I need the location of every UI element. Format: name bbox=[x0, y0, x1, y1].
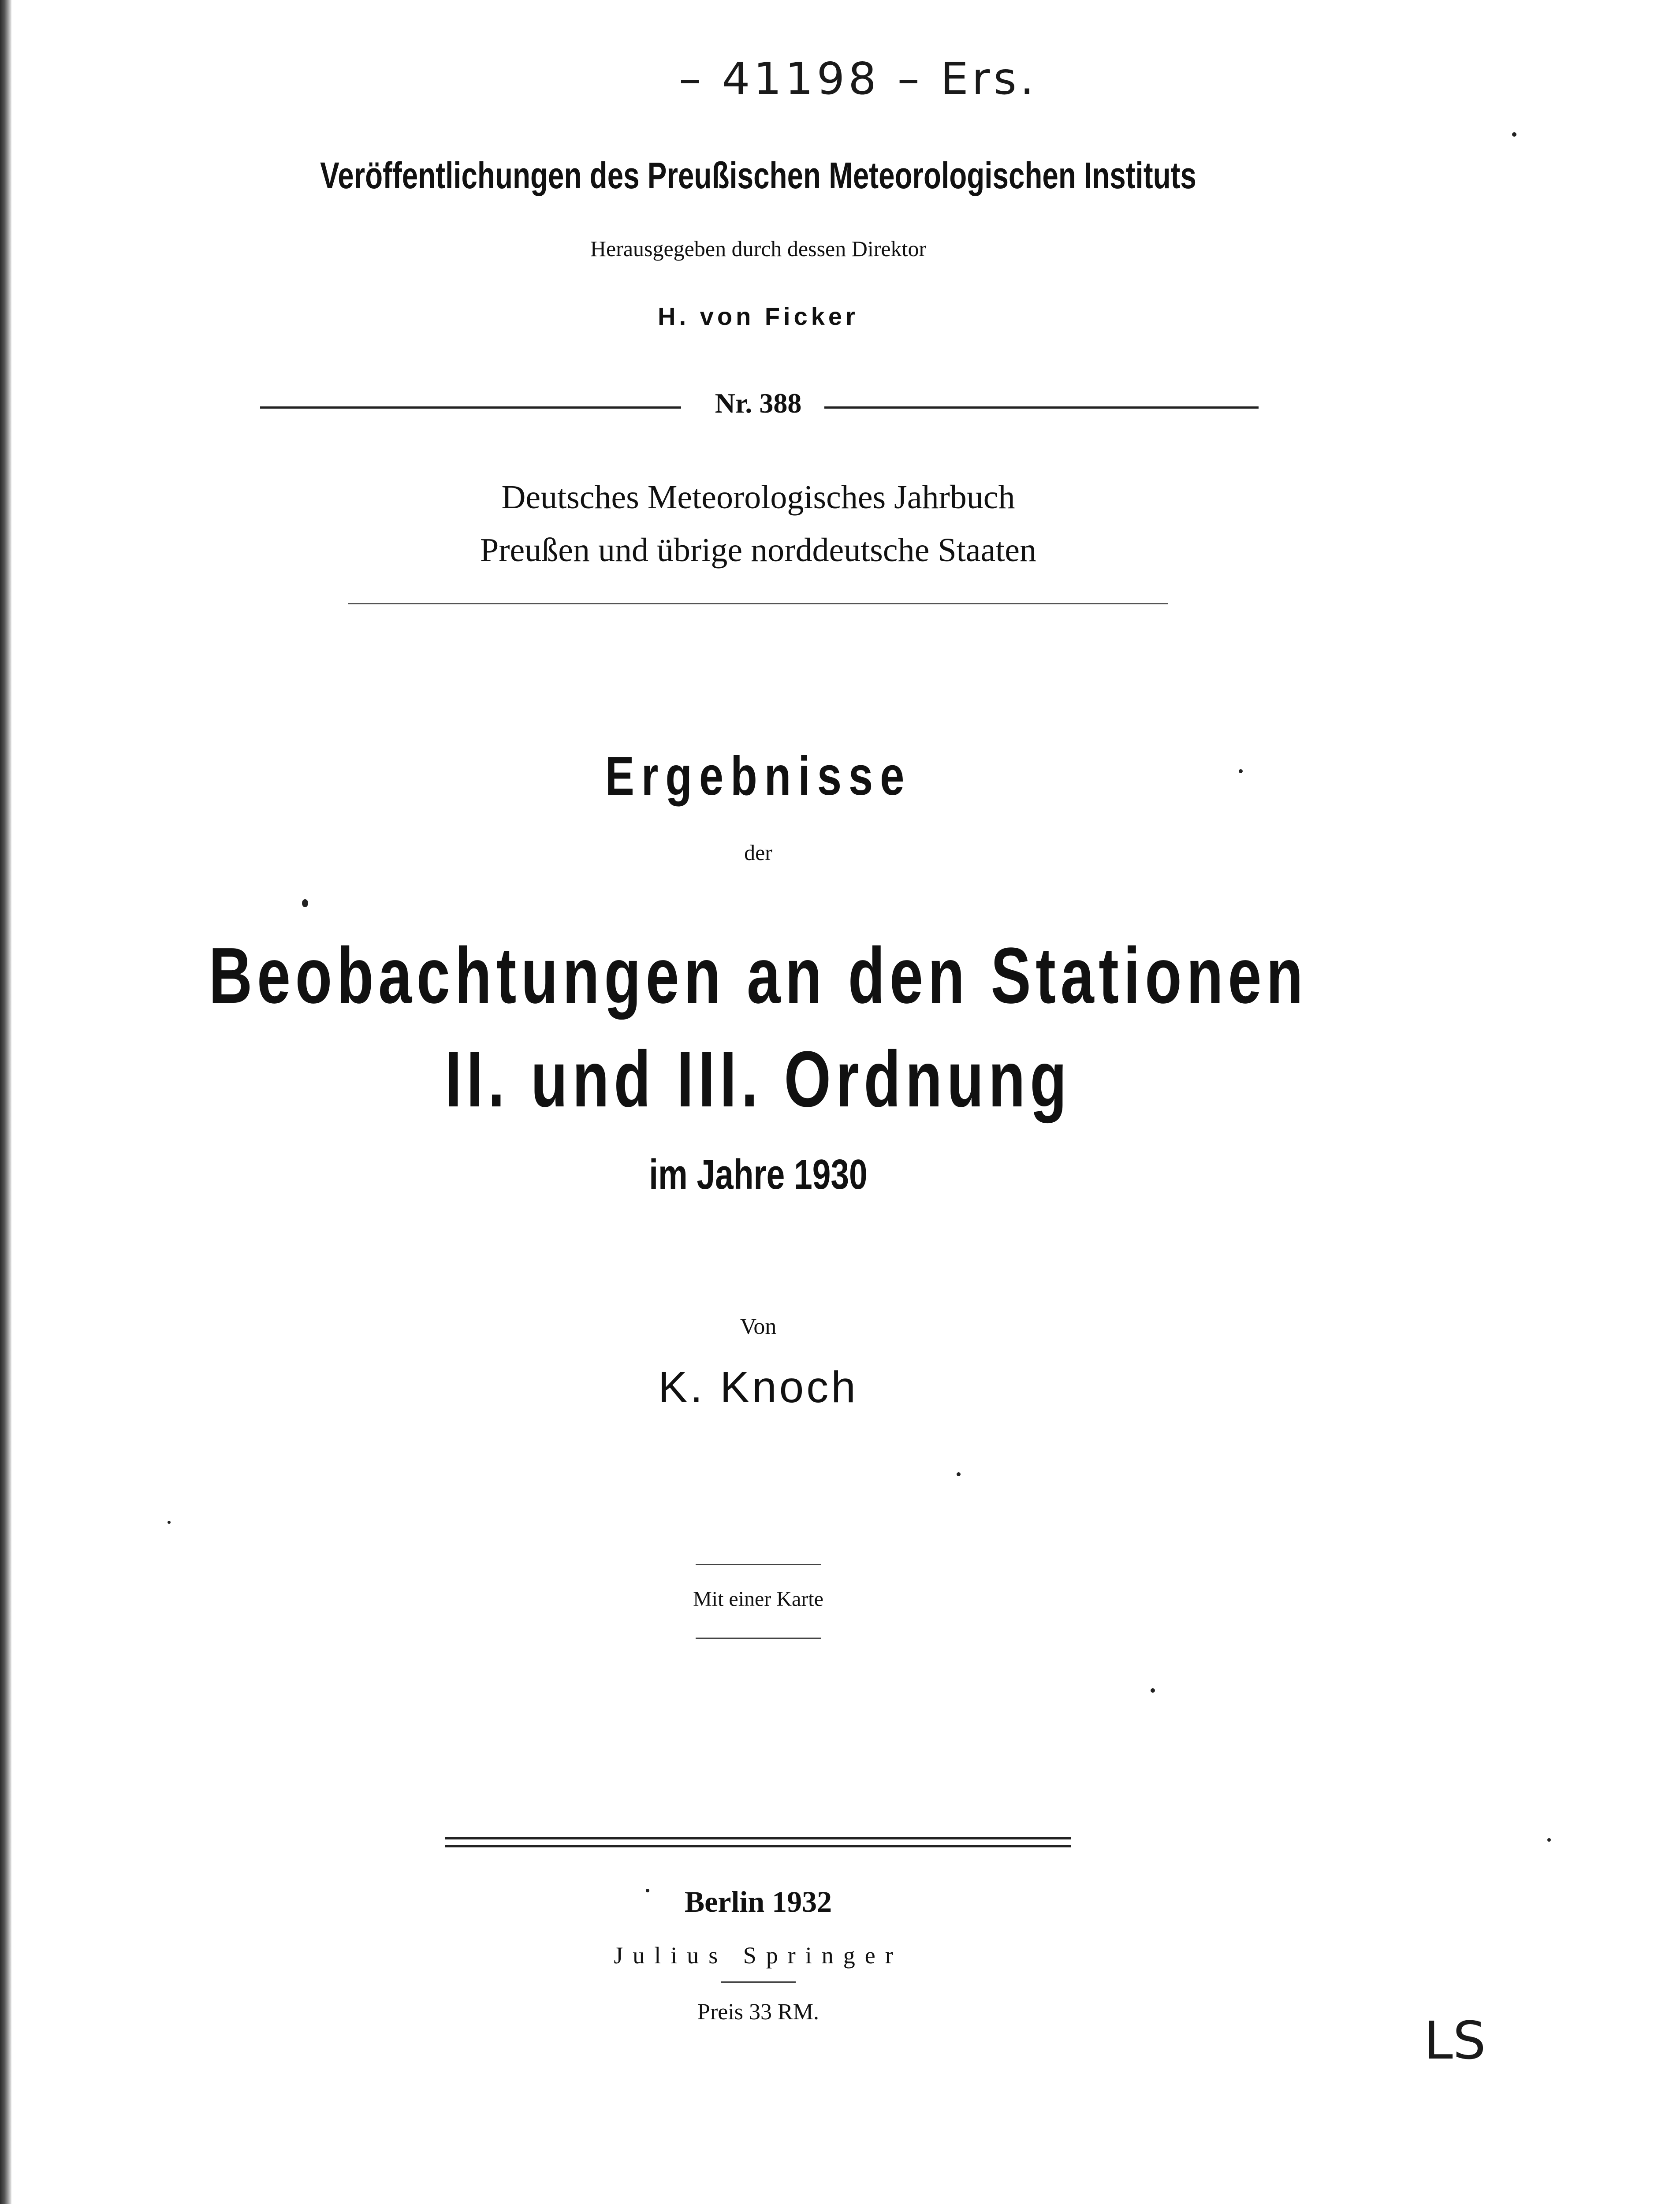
volume-number: Nr. 388 bbox=[715, 387, 802, 419]
paper-speck bbox=[646, 1889, 649, 1892]
paper-speck bbox=[1512, 132, 1516, 137]
handwritten-catalog-number: – 41198 – Ers. bbox=[679, 53, 1038, 104]
double-rule-bottom bbox=[445, 1845, 1071, 1847]
book-spine-shadow bbox=[0, 0, 11, 2204]
handwritten-initials: LS bbox=[1424, 2010, 1486, 2071]
divider-rule bbox=[348, 603, 1168, 604]
yearbook-line-1: Deutsches Meteorologisches Jahrbuch bbox=[501, 479, 1015, 516]
supplement-note: Mit einer Karte bbox=[693, 1587, 823, 1611]
editor-name: H. von Ficker bbox=[658, 302, 859, 330]
by-word: Von bbox=[740, 1314, 777, 1339]
publisher-name: Julius Springer bbox=[614, 1942, 903, 1969]
supplement-rule-bottom bbox=[696, 1638, 821, 1639]
paper-speck bbox=[302, 899, 308, 907]
paper-speck bbox=[1151, 1688, 1155, 1693]
yearbook-line-2: Preußen und übrige norddeutsche Staaten bbox=[480, 532, 1037, 569]
publisher-rule bbox=[721, 1981, 796, 1983]
double-rule-top bbox=[445, 1837, 1071, 1839]
main-title-line-1: Beobachtungen an den Stationen bbox=[209, 931, 1308, 1020]
title-word: Ergebnisse bbox=[605, 746, 912, 807]
main-title-line-2: II. und III. Ordnung bbox=[445, 1035, 1072, 1124]
paper-speck bbox=[1547, 1838, 1551, 1842]
paper-speck bbox=[1239, 769, 1243, 773]
series-title: Veröffentlichungen des Preußischen Meteorologischen Instituts bbox=[320, 155, 1196, 196]
author-name: K. Knoch bbox=[658, 1363, 858, 1412]
place-and-year: Berlin 1932 bbox=[684, 1885, 832, 1918]
paper-speck bbox=[168, 1521, 171, 1524]
supplement-rule-top bbox=[696, 1564, 821, 1565]
year-line: im Jahre 1930 bbox=[649, 1151, 868, 1198]
title-connector: der bbox=[744, 840, 772, 865]
paper-speck bbox=[957, 1472, 961, 1476]
editor-line: Herausgegeben durch dessen Direktor bbox=[590, 236, 927, 261]
price-line: Preis 33 RM. bbox=[697, 1999, 819, 2025]
